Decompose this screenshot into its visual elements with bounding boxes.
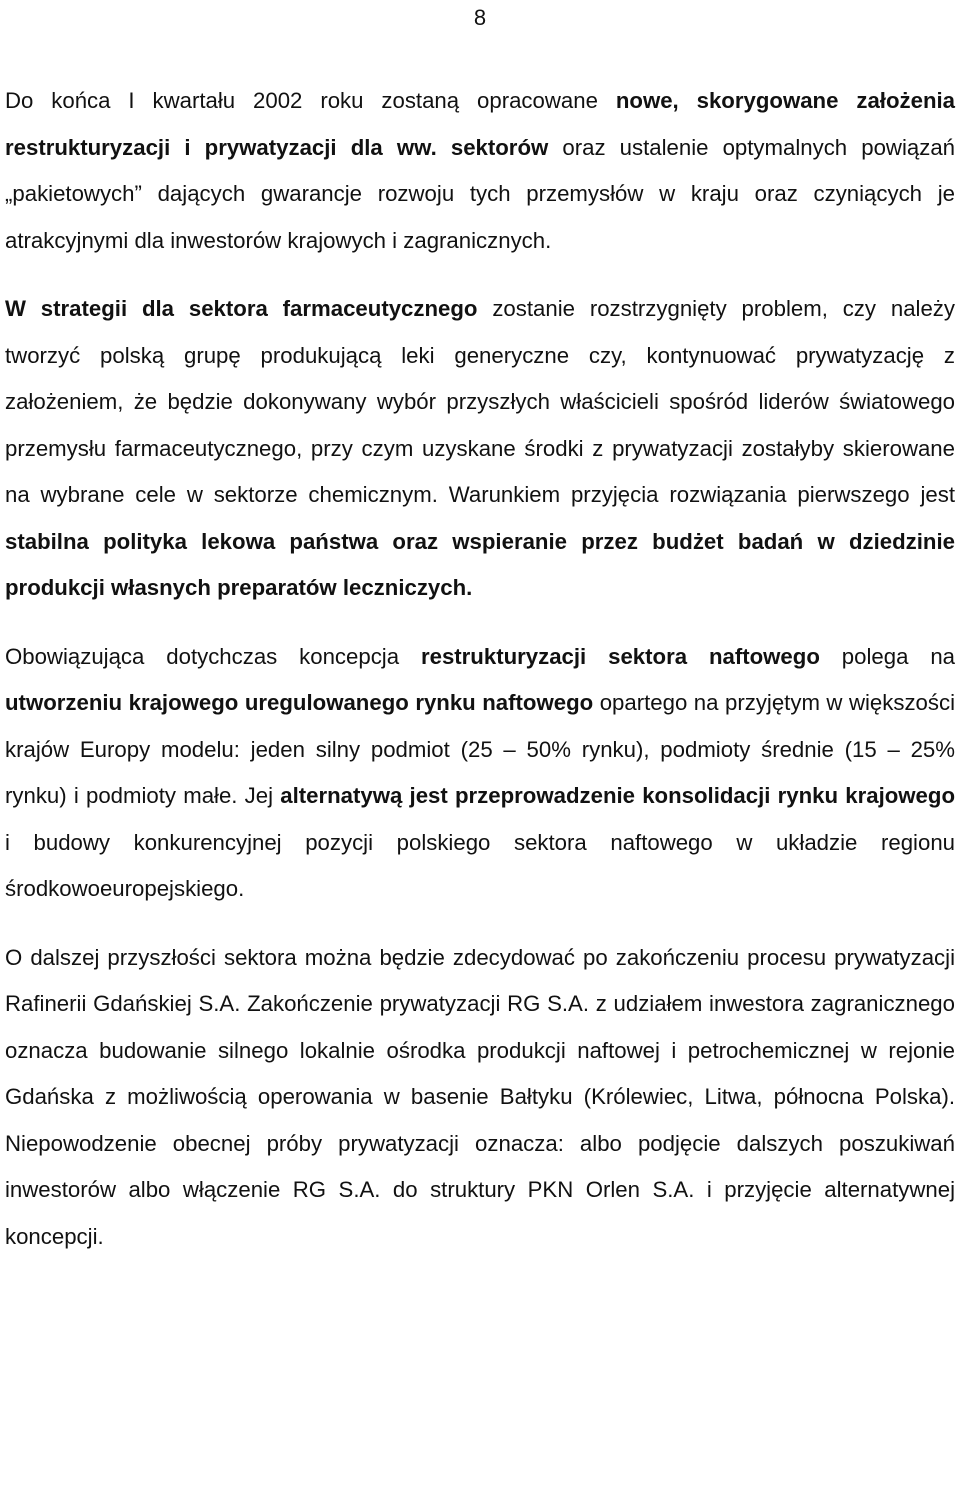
bold-text-run: restrukturyzacji sektora naftowego — [420, 643, 820, 669]
text-run: oraz ustalenie optymalnych powiązań „pakietowych” dających gwarancje rozwoju tych przemysłów w kraju oraz czyniących je atrakcyjnymi dla inwestorów krajowych i zagranicznych. — [5, 134, 955, 253]
text-run: i budowy konkurencyjnej pozycji polskiego sektora naftowego w układzie regionu środkowoeuropejskiego. — [5, 829, 955, 901]
bold-text-run: stabilna polityka lekowa państwa oraz wspieranie przez budżet badań w dziedzinie produkcji własnych preparatów leczniczych. — [5, 528, 955, 600]
page-number: 8 — [473, 5, 487, 30]
bold-text-run: alternatywą jest przeprowadzenie konsolidacji rynku krajowego — [280, 783, 956, 808]
text-run: O dalszej przyszłości sektora można będzie zdecydować po zakończeniu procesu prywatyzacji Rafinerii Gdańskiej S.A. Zakończenie prywatyzacji RG S.A. z udziałem inwestora zagranicznego oznacza budowanie silnego lokalnie ośrodka produkcji naftowej i petrochemicznej w rejonie Gdańska z możliwością operowania w basenie Bałtyku (Królewiec, Litwa, północna Polska). Niepowodzenie obecnej próby prywatyzacji oznacza: albo podjęcie dalszych poszukiwań inwestorów albo włączenie RG S.A. do struktury PKN Orlen S.A. i przyjęcie alternatywnej koncepcji. — [5, 944, 955, 1249]
paragraph-pharmaceutical-sector — [5, 286, 955, 612]
bold-text-run: nowe, skorygowane założenia restrukturyzacji i prywatyzacji dla ww. sektorów — [5, 88, 955, 160]
paragraph-restructuring-assumptions — [5, 78, 955, 264]
text-run: Do końca I kwartału 2002 roku zostaną opracowane — [5, 88, 616, 113]
text-run: zostanie rozstrzygnięty problem, czy należy tworzyć polską grupę produkującą leki generyczne czy, kontynuować prywatyzację z założeniem, że będzie dokonywany wybór przyszłych właścicieli spośród liderów światowego przemysłu farmaceutycznego, przy czym uzyskane środki z prywatyzacji zostałyby skierowane na wybrane cele w sektorze chemicznym. Warunkiem przyjęcia rozwiązania pierwszego jest — [5, 296, 955, 507]
text-run: opartego na przyjętym w większości krajów Europy modelu: jeden silny podmiot (25 – 50% rynku), podmioty średnie (15 – 25% rynku) i podmioty małe. Jej — [5, 690, 956, 808]
paragraph-future-of-sector — [5, 935, 955, 1261]
bold-text-run: utworzeniu krajowego uregulowanego rynku naftowego — [5, 690, 594, 715]
document-body — [5, 78, 955, 1260]
text-run: Obowiązująca dotychczas koncepcja — [5, 643, 421, 669]
bold-text-run: W strategii dla sektora farmaceutycznego — [5, 296, 478, 321]
text-run: polega na — [819, 643, 955, 669]
paragraph-oil-sector — [5, 634, 955, 913]
